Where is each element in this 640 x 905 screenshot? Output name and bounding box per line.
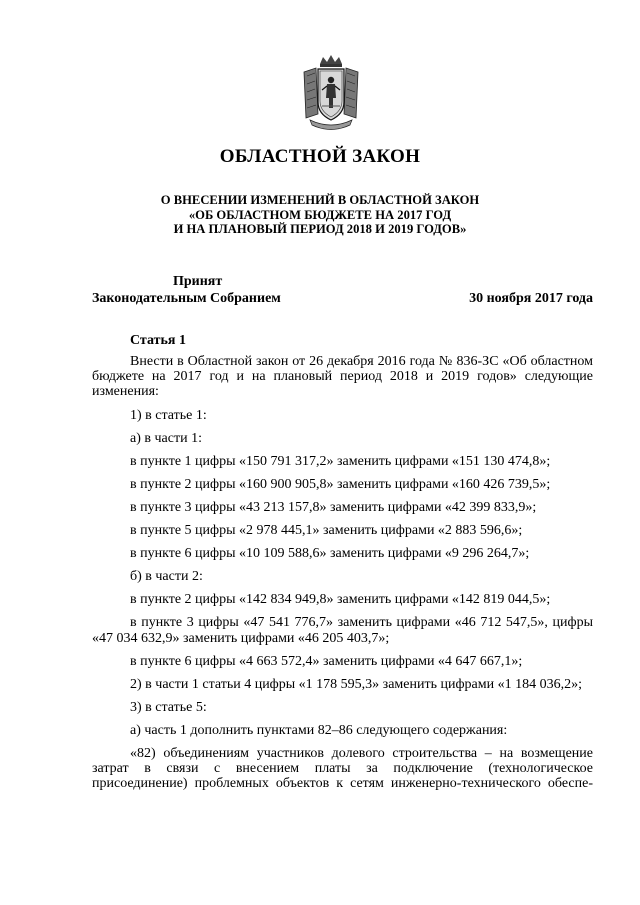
paragraph: в пункте 6 цифры «10 109 588,6» заменить цифрами «9 296 264,7»; — [130, 546, 530, 562]
document-body — [92, 354, 593, 800]
coat-of-arms-icon — [298, 54, 364, 132]
paragraph: в пункте 1 цифры «150 791 317,2» заменить цифрами «151 130 474,8»; — [130, 453, 551, 469]
paragraph: в пункте 3 цифры «43 213 157,8» заменить цифрами «42 399 833,9»; — [130, 499, 537, 515]
paragraph: 2) в части 1 статьи 4 цифры «1 178 595,3» заменить цифрами «1 184 036,2»; — [130, 676, 582, 692]
paragraph: в пункте 2 цифры «160 900 905,8» заменить цифрами «160 426 739,5»; — [130, 476, 551, 492]
paragraph: в пункте 6 цифры «4 663 572,4» заменить цифрами «4 647 667,1»; — [130, 653, 523, 669]
paragraph: в пункте 2 цифры «142 834 949,8» заменить цифрами «142 819 044,5»; — [130, 592, 551, 608]
paragraph: в пункте 5 цифры «2 978 445,1» заменить цифрами «2 883 596,6»; — [130, 522, 523, 538]
document-title: ОБЛАСТНОЙ ЗАКОН — [219, 146, 421, 167]
document-subtitle — [0, 193, 640, 237]
paragraph: в пункте 3 цифры «47 541 776,7» заменить цифрами «46 712 547,5», цифры «47 034 632,9» заменить цифрами «46 205 403,7»; — [92, 615, 593, 646]
subtitle-line: О ВНЕСЕНИИ ИЗМЕНЕНИЙ В ОБЛАСТНОЙ ЗАКОН — [160, 193, 480, 207]
subtitle-line: «ОБ ОБЛАСТНОМ БЮДЖЕТЕ НА 2017 ГОД — [188, 207, 452, 222]
article-heading: Статья 1 — [130, 333, 186, 348]
adopted-by-label: Законодательным Собранием — [92, 291, 281, 306]
paragraph: б) в части 2: — [130, 569, 203, 585]
subtitle-line: И НА ПЛАНОВЫЙ ПЕРИОД 2018 И 2019 ГОДОВ» — [173, 222, 467, 236]
paragraph: «82) объединениям участников долевого строительства – на возмещение затрат в связи с внесением платы за подключение (технологическое присоединение) проблемных объектов к сетям инженерно-технического обеспе- — [92, 746, 593, 792]
paragraph: Внести в Областной закон от 26 декабря 2016 года № 836-ЗС «Об областном бюджете на 2017 год и на плановый период 2018 и 2019 годов» следующие изменения: — [92, 354, 593, 400]
paragraph: 1) в статье 1: — [130, 407, 207, 423]
paragraph: 3) в статье 5: — [130, 699, 207, 715]
adoption-date: 30 ноября 2017 года — [469, 291, 593, 306]
paragraph: а) часть 1 дополнить пунктами 82–86 следующего содержания: — [130, 722, 508, 738]
paragraph: а) в части 1: — [130, 430, 202, 446]
adopted-label: Принят — [173, 274, 223, 289]
